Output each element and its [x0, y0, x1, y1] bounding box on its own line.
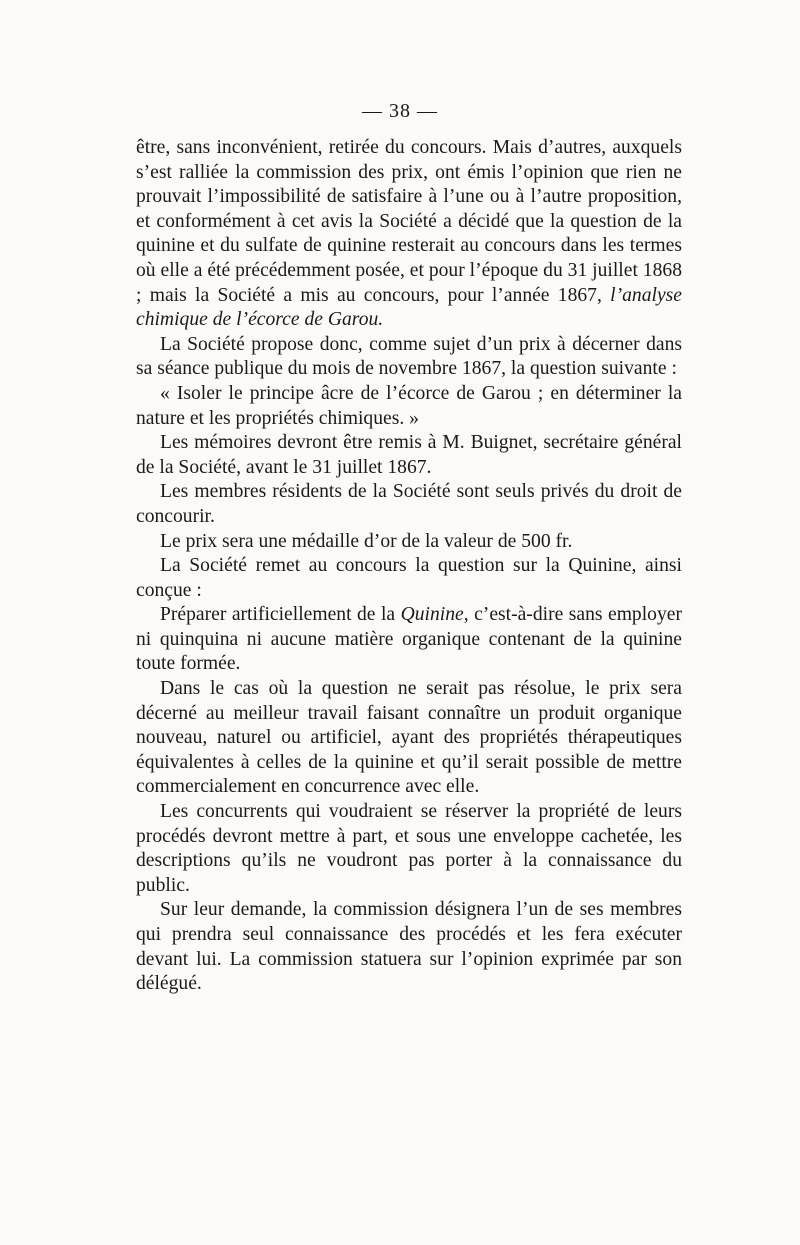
paragraph-8-after: , c’est-à-dire sans employer ni quinquina ni aucune matière organique contenant de la quinine toute formée. [136, 604, 682, 675]
paragraph-7: La Société remet au concours la question sur la Quinine, ainsi conçue : [136, 555, 682, 601]
paragraph-1-text: être, sans inconvénient, retirée du concours. Mais d’autres, auxquels s’est ralliée la commission des prix, ont émis l’opinion que rien ne prouvait l’impossibilité de satisfaire à l’une ou à l’autre proposition, et conformément à cet avis la Société a décidé que la question de la quinine et du sulfate de quinine resterait au concours dans les termes où elle a été précédemment posée, et pour l’époque du 31 juillet 1868 ; mais la Société a mis au concours, pour l’année 1867, [136, 137, 682, 306]
paragraph-10: Les concurrents qui voudraient se réserver la propriété de leurs procédés devront mettre à part, et sous une enveloppe cachetée, les descriptions qu’ils ne voudront pas porter à la connaissance du public. [136, 801, 682, 896]
paragraph-9: Dans le cas où la question ne serait pas résolue, le prix sera décerné au meilleur travail faisant connaître un produit organique nouveau, naturel ou artificiel, ayant des propriétés thérapeutiques équivalentes à celles de la quinine et qu’il serait possible de mettre commercialement en concurrence avec elle. [136, 678, 682, 798]
body-text [136, 136, 682, 997]
paragraph-3-quotation: « Isoler le principe âcre de l’écorce de Garou ; en déterminer la nature et les propriétés chimiques. » [136, 382, 682, 429]
paragraph-2: La Société propose donc, comme sujet d’un prix à décerner dans sa séance publique du mois de novembre 1867, la question suivante : [136, 333, 682, 380]
paragraph-4: Les mémoires devront être remis à M. Buignet, secrétaire général de la Société, avant le 31 juillet 1867. [136, 432, 682, 478]
page-number: — 38 — [362, 100, 438, 122]
paragraph-11: Sur leur demande, la commission désignera l’un de ses membres qui prendra seul connaissance des procédés et les fera exécuter devant lui. La commission statuera sur l’opinion exprimée par son délégué. [136, 899, 682, 995]
paragraph-1 [136, 136, 682, 333]
paragraph-8-before: Préparer artificiellement de la [160, 604, 401, 626]
paragraph-8-italic: Quinine [400, 604, 464, 626]
paragraph-5: Les membres résidents de la Société sont seuls privés du droit de concourir. [136, 481, 682, 527]
paragraph-8 [136, 603, 682, 677]
paragraph-1-italic: l’analyse chimique de l’écorce de Garou. [136, 284, 682, 331]
paragraph-6: Le prix sera une médaille d’or de la valeur de 500 fr. [160, 530, 573, 552]
